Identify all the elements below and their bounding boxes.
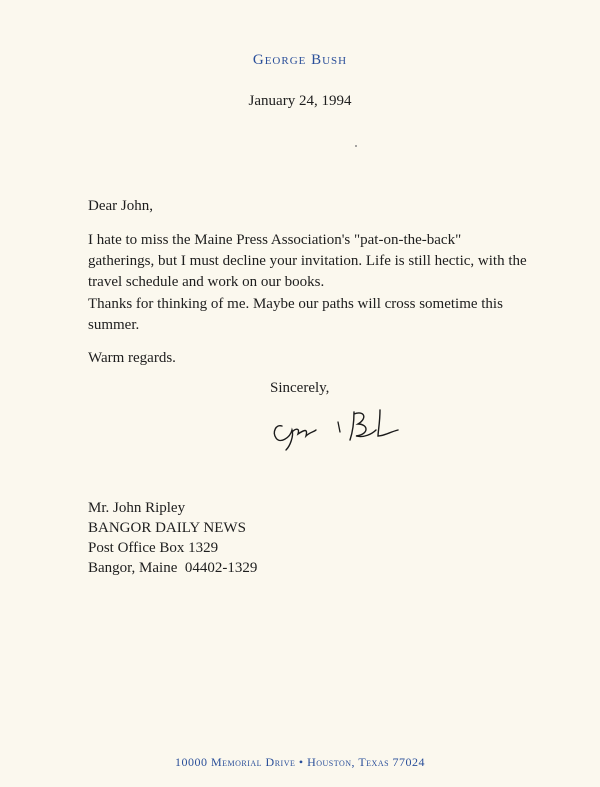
recipient-organization: BANGOR DAILY NEWS — [88, 520, 246, 536]
letterhead-footer-address: 10000 Memorial Drive • Houston, Texas 77024 — [174, 755, 426, 769]
recipient-city: Bangor, Maine 04402-1329 — [88, 560, 258, 576]
paragraph-2: Thanks for thinking of me. Maybe our paths will cross sometime this summer. — [88, 296, 503, 333]
recipient-address — [88, 498, 257, 578]
greeting: Dear John, — [88, 198, 153, 214]
letter-date: January 24, 1994 — [248, 93, 352, 109]
closing: Sincerely, — [270, 380, 330, 396]
recipient-po-box: Post Office Box 1329 — [88, 540, 219, 556]
handwritten-signature — [268, 402, 418, 454]
recipient-name: Mr. John Ripley — [88, 500, 186, 516]
letterhead-name: George Bush — [252, 52, 348, 68]
paragraph-3: Warm regards. — [88, 350, 176, 366]
paper-speck — [355, 145, 357, 147]
paragraph-1: I hate to miss the Maine Press Association's "pat-on-the-back" gatherings, but I must decline your invitation. Life is still hectic, with the travel schedule and work on our books. — [88, 232, 527, 290]
